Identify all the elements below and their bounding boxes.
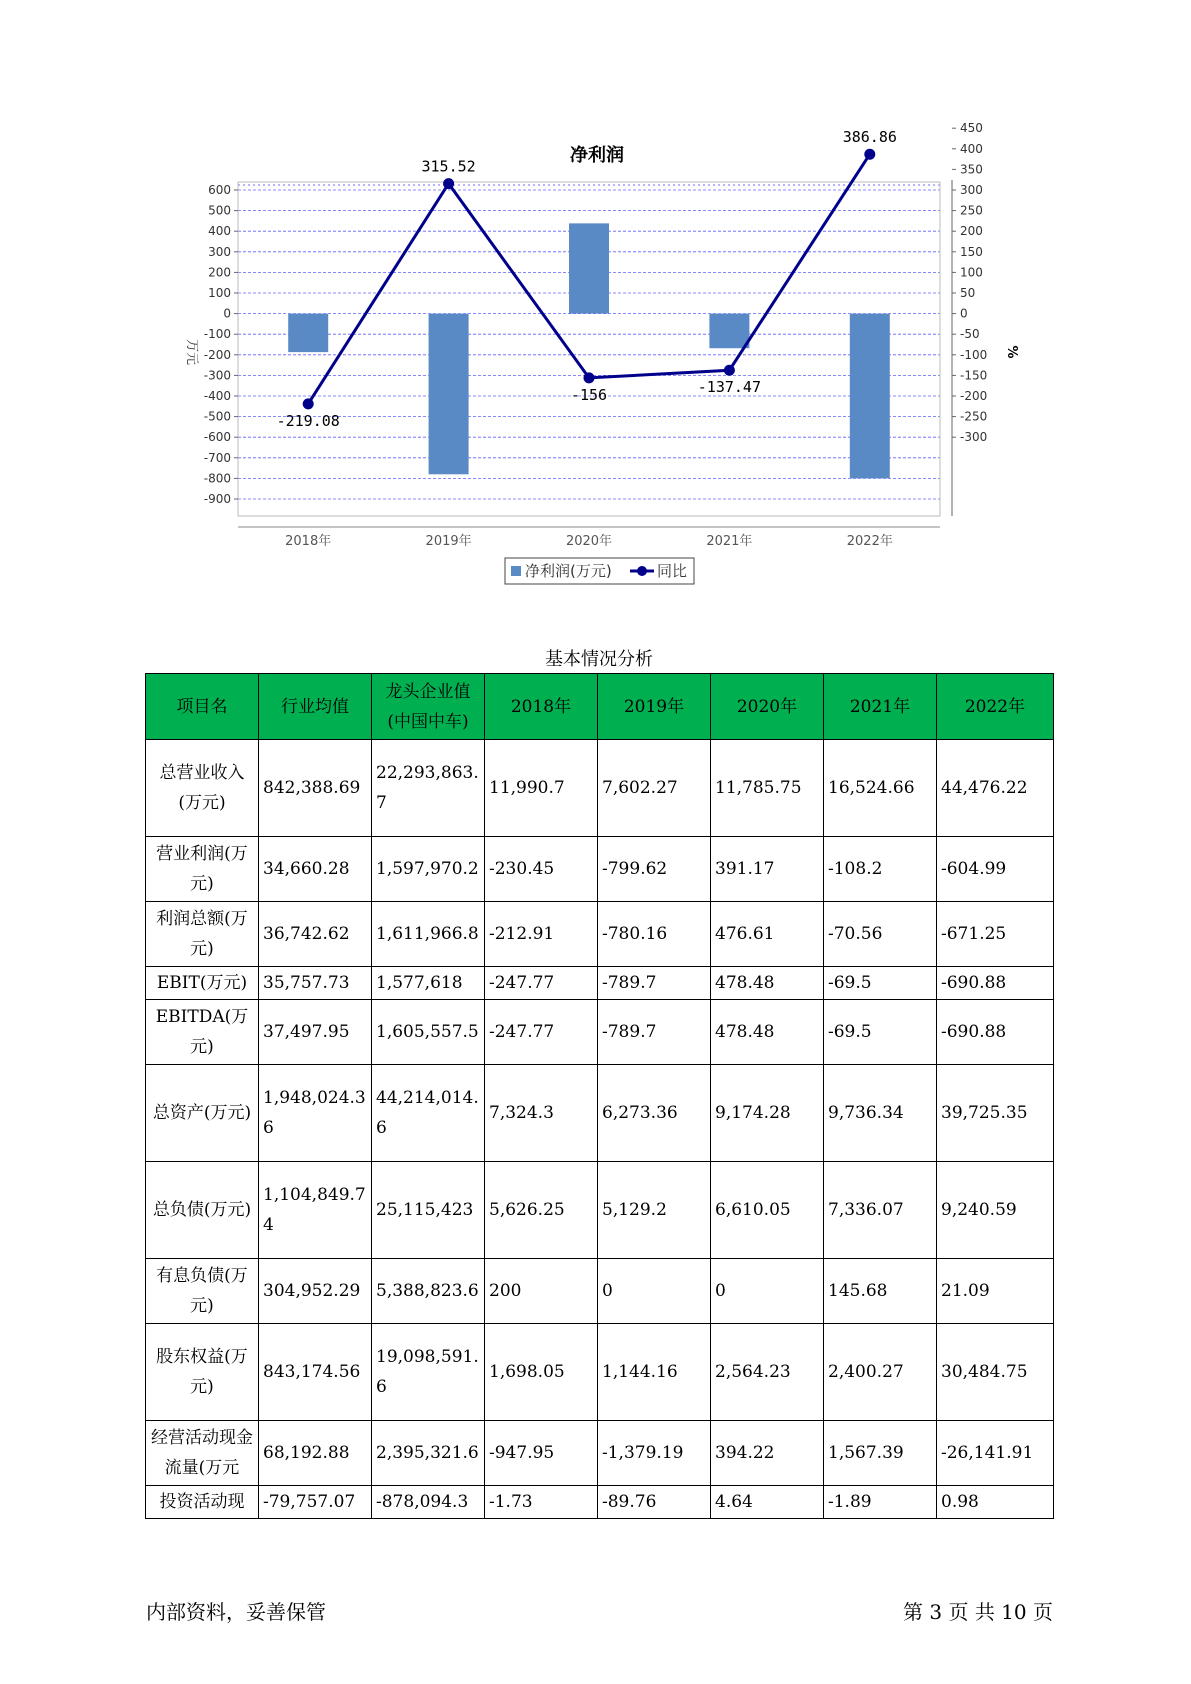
header-cell: 2021年 <box>824 674 937 740</box>
row-label-cell: 股东权益(万元) <box>146 1324 259 1421</box>
x-tick-label: 2022年 <box>846 534 893 549</box>
table-cell: 22,293,863.7 <box>372 740 485 837</box>
net-profit-bar <box>288 314 328 353</box>
right-tick-label: -150 <box>960 368 988 383</box>
table-cell: -89.76 <box>598 1486 711 1519</box>
left-tick-label: -200 <box>203 347 231 362</box>
table-cell: 19,098,591.6 <box>372 1324 485 1421</box>
table-cell: -69.5 <box>824 1000 937 1065</box>
table-cell: 68,192.88 <box>259 1421 372 1486</box>
right-tick-label: -250 <box>960 409 988 424</box>
table-cell: 478.48 <box>711 1000 824 1065</box>
table-cell: -212.91 <box>485 902 598 967</box>
table-cell: 9,736.34 <box>824 1065 937 1162</box>
right-tick-label: -50 <box>960 327 980 342</box>
table-cell: 843,174.56 <box>259 1324 372 1421</box>
row-label-cell: 总营业收入(万元) <box>146 740 259 837</box>
right-tick-label: 0 <box>960 306 968 321</box>
yoy-data-label: -137.47 <box>697 378 762 397</box>
yoy-point <box>303 398 314 409</box>
net-profit-bar <box>569 223 609 313</box>
left-tick-label: -300 <box>203 368 231 383</box>
table-body <box>146 740 1054 1519</box>
right-tick-label: 450 <box>960 121 983 136</box>
row-label-cell: 有息负债(万元) <box>146 1259 259 1324</box>
table-cell: 0.98 <box>937 1486 1054 1519</box>
row-label-cell: EBITDA(万元) <box>146 1000 259 1065</box>
table-cell: 1,948,024.36 <box>259 1065 372 1162</box>
header-cell: 2022年 <box>937 674 1054 740</box>
yoy-data-label: 315.52 <box>421 157 476 176</box>
table-cell: 1,698.05 <box>485 1324 598 1421</box>
header-cell: 2019年 <box>598 674 711 740</box>
table-cell: -690.88 <box>937 967 1054 1000</box>
table-cell: 6,610.05 <box>711 1162 824 1259</box>
left-tick-label: 400 <box>208 224 231 239</box>
yoy-point <box>864 149 875 160</box>
yoy-data-label: -156 <box>570 385 608 404</box>
table-cell: -247.77 <box>485 967 598 1000</box>
header-cell: 2018年 <box>485 674 598 740</box>
left-tick-label: 200 <box>208 265 231 280</box>
left-tick-label: 0 <box>223 306 231 321</box>
left-tick-label: -800 <box>203 471 231 486</box>
table-cell: 11,990.7 <box>485 740 598 837</box>
yoy-point <box>443 178 454 189</box>
table-cell: 39,725.35 <box>937 1065 1054 1162</box>
basic-analysis-table <box>145 673 1054 1519</box>
table-cell: -108.2 <box>824 837 937 902</box>
right-tick-label: 300 <box>960 183 983 197</box>
left-tick-label: -700 <box>203 450 231 465</box>
table-cell: 30,484.75 <box>937 1324 1054 1421</box>
table-cell: -947.95 <box>485 1421 598 1486</box>
left-tick-label: 600 <box>208 183 231 197</box>
table-cell: 2,400.27 <box>824 1324 937 1421</box>
header-cell: 龙头企业值(中国中车) <box>372 674 485 740</box>
right-tick-label: 150 <box>960 244 983 259</box>
table-row <box>146 1162 1054 1259</box>
table-cell: 304,952.29 <box>259 1259 372 1324</box>
table-cell: -878,094.3 <box>372 1486 485 1519</box>
left-tick-label: -900 <box>203 492 231 506</box>
legend-bar-swatch <box>511 566 521 576</box>
table-cell: 5,626.25 <box>485 1162 598 1259</box>
right-tick-label: 400 <box>960 141 983 156</box>
chart-title: 净利润 <box>570 145 624 166</box>
table-row <box>146 1421 1054 1486</box>
right-tick-label: 250 <box>960 203 983 218</box>
header-cell: 行业均值 <box>259 674 372 740</box>
table-cell: 478.48 <box>711 967 824 1000</box>
table-cell: -799.62 <box>598 837 711 902</box>
table-cell: 35,757.73 <box>259 967 372 1000</box>
header-cell: 项目名 <box>146 674 259 740</box>
left-tick-label: -100 <box>203 327 231 342</box>
row-label-cell: 经营活动现金流量(万元 <box>146 1421 259 1486</box>
table-row <box>146 1000 1054 1065</box>
right-tick-label: 100 <box>960 265 983 280</box>
table-cell: 5,388,823.6 <box>372 1259 485 1324</box>
table-cell: 391.17 <box>711 837 824 902</box>
table-cell: 2,564.23 <box>711 1324 824 1421</box>
row-label-cell: 利润总额(万元) <box>146 902 259 967</box>
table-cell: -604.99 <box>937 837 1054 902</box>
table-cell: 36,742.62 <box>259 902 372 967</box>
x-tick-label: 2019年 <box>425 534 472 549</box>
left-tick-label: 100 <box>208 286 231 300</box>
left-tick-label: -500 <box>203 409 231 424</box>
table-cell: -1,379.19 <box>598 1421 711 1486</box>
table-cell: 21.09 <box>937 1259 1054 1324</box>
left-tick-label: 500 <box>208 203 231 218</box>
chart-legend <box>505 558 694 584</box>
table-cell: 1,104,849.74 <box>259 1162 372 1259</box>
legend-line-label: 同比 <box>657 562 688 580</box>
table-cell: -1.73 <box>485 1486 598 1519</box>
table-cell: 4.64 <box>711 1486 824 1519</box>
confidential-notice: 内部资料，妥善保管 <box>146 1600 326 1624</box>
table-cell: 16,524.66 <box>824 740 937 837</box>
table-cell: 7,324.3 <box>485 1065 598 1162</box>
table-cell: -79,757.07 <box>259 1486 372 1519</box>
table-cell: 34,660.28 <box>259 837 372 902</box>
table-cell: 1,144.16 <box>598 1324 711 1421</box>
table-cell: 1,611,966.8 <box>372 902 485 967</box>
page-number: 第 3 页 共 10 页 <box>903 1600 1053 1624</box>
right-tick-label: -200 <box>960 389 988 403</box>
table-cell: 1,567.39 <box>824 1421 937 1486</box>
table-caption: 基本情况分析 <box>545 649 653 670</box>
table-cell: 0 <box>598 1259 711 1324</box>
table-cell: 200 <box>485 1259 598 1324</box>
table-cell: 0 <box>711 1259 824 1324</box>
table-cell: 9,174.28 <box>711 1065 824 1162</box>
table-row <box>146 1259 1054 1324</box>
left-axis-label: 万元 <box>184 338 199 366</box>
left-tick-label: 300 <box>208 244 231 259</box>
header-cell: 2020年 <box>711 674 824 740</box>
left-tick-label: -600 <box>203 430 231 445</box>
table-cell: -789.7 <box>598 967 711 1000</box>
table-cell: 2,395,321.6 <box>372 1421 485 1486</box>
row-label-cell: 总资产(万元) <box>146 1065 259 1162</box>
table-cell: -780.16 <box>598 902 711 967</box>
right-tick-label: 350 <box>960 162 983 177</box>
table-cell: 7,602.27 <box>598 740 711 837</box>
table-cell: 1,597,970.2 <box>372 837 485 902</box>
table-cell: 842,388.69 <box>259 740 372 837</box>
table-cell: 44,214,014.6 <box>372 1065 485 1162</box>
net-profit-chart <box>0 0 1191 600</box>
table-cell: 7,336.07 <box>824 1162 937 1259</box>
x-tick-label: 2021年 <box>706 534 753 549</box>
table-cell: -671.25 <box>937 902 1054 967</box>
table-cell: 394.22 <box>711 1421 824 1486</box>
table-row <box>146 1324 1054 1421</box>
row-label-cell: 营业利润(万元) <box>146 837 259 902</box>
row-label-cell: 总负债(万元) <box>146 1162 259 1259</box>
table-cell: 1,605,557.5 <box>372 1000 485 1065</box>
table-row <box>146 1065 1054 1162</box>
table-row <box>146 740 1054 837</box>
row-label-cell: 投资活动现 <box>146 1486 259 1519</box>
table-header-row <box>146 674 1054 740</box>
table-cell: -1.89 <box>824 1486 937 1519</box>
table-cell: 1,577,618 <box>372 967 485 1000</box>
x-tick-label: 2018年 <box>285 534 332 549</box>
table-cell: -69.5 <box>824 967 937 1000</box>
table-cell: 37,497.95 <box>259 1000 372 1065</box>
table-cell: 145.68 <box>824 1259 937 1324</box>
yoy-point <box>584 372 595 383</box>
table-cell: 25,115,423 <box>372 1162 485 1259</box>
net-profit-bar <box>709 314 749 349</box>
yoy-data-label: 386.86 <box>842 128 897 147</box>
right-tick-label: 200 <box>960 224 983 239</box>
row-label-cell: EBIT(万元) <box>146 967 259 1000</box>
right-tick-label: 50 <box>960 286 976 300</box>
table-cell: -690.88 <box>937 1000 1054 1065</box>
x-tick-label: 2020年 <box>565 534 613 549</box>
yoy-point <box>724 365 735 376</box>
table-row <box>146 1486 1054 1519</box>
table-cell: 11,785.75 <box>711 740 824 837</box>
table-cell: -247.77 <box>485 1000 598 1065</box>
left-tick-label: -400 <box>203 389 231 403</box>
right-axis-label: % <box>1004 345 1019 359</box>
table-row <box>146 967 1054 1000</box>
right-tick-label: -100 <box>960 347 988 362</box>
table-cell: -26,141.91 <box>937 1421 1054 1486</box>
table-row <box>146 837 1054 902</box>
net-profit-bar <box>429 314 469 475</box>
table-cell: 5,129.2 <box>598 1162 711 1259</box>
yoy-data-label: -219.08 <box>276 411 340 430</box>
table-cell: 9,240.59 <box>937 1162 1054 1259</box>
table-cell: 44,476.22 <box>937 740 1054 837</box>
legend-bar-label: 净利润(万元) <box>525 562 612 580</box>
table-cell: 6,273.36 <box>598 1065 711 1162</box>
table-row <box>146 902 1054 967</box>
net-profit-bar <box>850 314 890 479</box>
legend-line-marker <box>637 566 647 576</box>
right-tick-label: -300 <box>960 430 988 445</box>
table-cell: -230.45 <box>485 837 598 902</box>
table-cell: 476.61 <box>711 902 824 967</box>
table-cell: -70.56 <box>824 902 937 967</box>
table-cell: -789.7 <box>598 1000 711 1065</box>
